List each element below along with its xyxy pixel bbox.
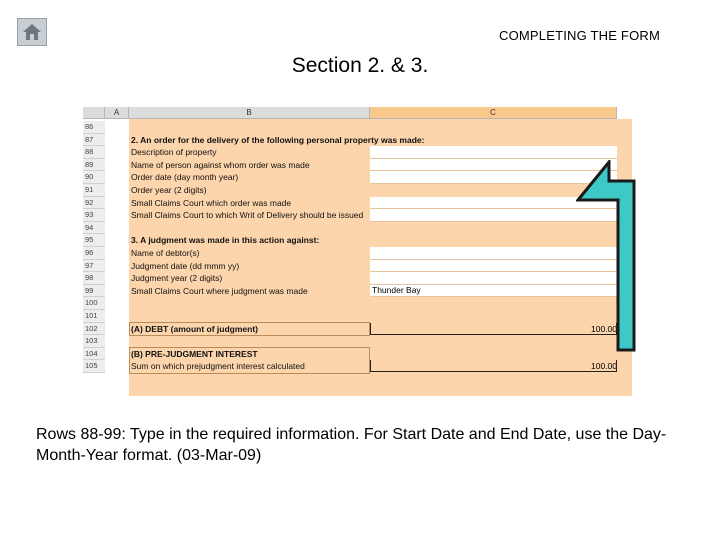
- row-number: 88: [83, 146, 105, 159]
- row-number: 100: [83, 297, 105, 310]
- row-label: Judgment year (2 digits): [131, 273, 223, 284]
- row-number: 90: [83, 171, 105, 184]
- row-label: Name of debtor(s): [131, 248, 200, 258]
- row-number: 96: [83, 247, 105, 260]
- row-number: 94: [83, 222, 105, 235]
- amount-value: 100.00: [591, 361, 617, 372]
- row-number: 99: [83, 285, 105, 298]
- row-number: 101: [83, 310, 105, 323]
- column-header-b: B: [129, 107, 370, 119]
- row-label: Small Claims Court which order was made: [131, 197, 292, 208]
- column-header-c: C: [370, 107, 617, 119]
- amount-cell-border: [370, 360, 617, 372]
- amount-value: 100.00: [591, 323, 617, 334]
- row-label: (A) DEBT (amount of judgment): [131, 323, 259, 334]
- slide-header: COMPLETING THE FORM: [498, 28, 660, 43]
- row-number: 92: [83, 197, 105, 210]
- row-number: 98: [83, 272, 105, 285]
- spreadsheet-screenshot: [83, 107, 632, 396]
- row-number: 105: [83, 360, 105, 373]
- input-cell[interactable]: Thunder Bay: [370, 285, 617, 298]
- row-label: Description of property: [131, 147, 217, 158]
- row-label: Small Claims Court to which Writ of Delivery should be issued: [131, 210, 364, 221]
- up-arrow-icon: [576, 160, 638, 354]
- row-number: 93: [83, 209, 105, 222]
- row-label: Order year (2 digits): [131, 185, 207, 195]
- column-a: [105, 119, 129, 396]
- home-icon: [22, 23, 42, 41]
- row-label: Sum on which prejudgment interest calculated: [131, 361, 305, 372]
- row-number: 104: [83, 348, 105, 361]
- instruction-caption: Rows 88-99: Type in the required information. For Start Date and End Date, use the Day-Month-Year format. (03-Mar-09): [36, 426, 667, 464]
- row-label: Judgment date (dd mmm yy): [131, 260, 240, 271]
- interest-label-box: [129, 347, 370, 374]
- input-cell[interactable]: [370, 146, 617, 159]
- row-number: 91: [83, 184, 105, 197]
- home-button[interactable]: [17, 18, 47, 46]
- row-number: 87: [83, 134, 105, 147]
- column-header-a: A: [105, 107, 129, 119]
- row-number: 102: [83, 323, 105, 336]
- row-label: (B) PRE-JUDGMENT INTEREST: [131, 348, 258, 359]
- row-number: 95: [83, 234, 105, 247]
- row-number: 86: [83, 121, 105, 134]
- corner-header: [83, 107, 105, 119]
- row-label: 3. A judgment was made in this action against:: [131, 235, 320, 246]
- row-number: 97: [83, 260, 105, 273]
- row-label: Small Claims Court where judgment was made: [131, 285, 308, 296]
- debt-label-box: [129, 322, 370, 337]
- row-label: Name of person against whom order was made: [131, 159, 310, 170]
- row-label: 2. An order for the delivery of the following personal property was made:: [131, 134, 425, 145]
- row-number: 89: [83, 159, 105, 172]
- row-label: Order date (day month year): [131, 172, 239, 183]
- row-number: 103: [83, 335, 105, 348]
- slide-title: Section 2. & 3.: [291, 54, 429, 77]
